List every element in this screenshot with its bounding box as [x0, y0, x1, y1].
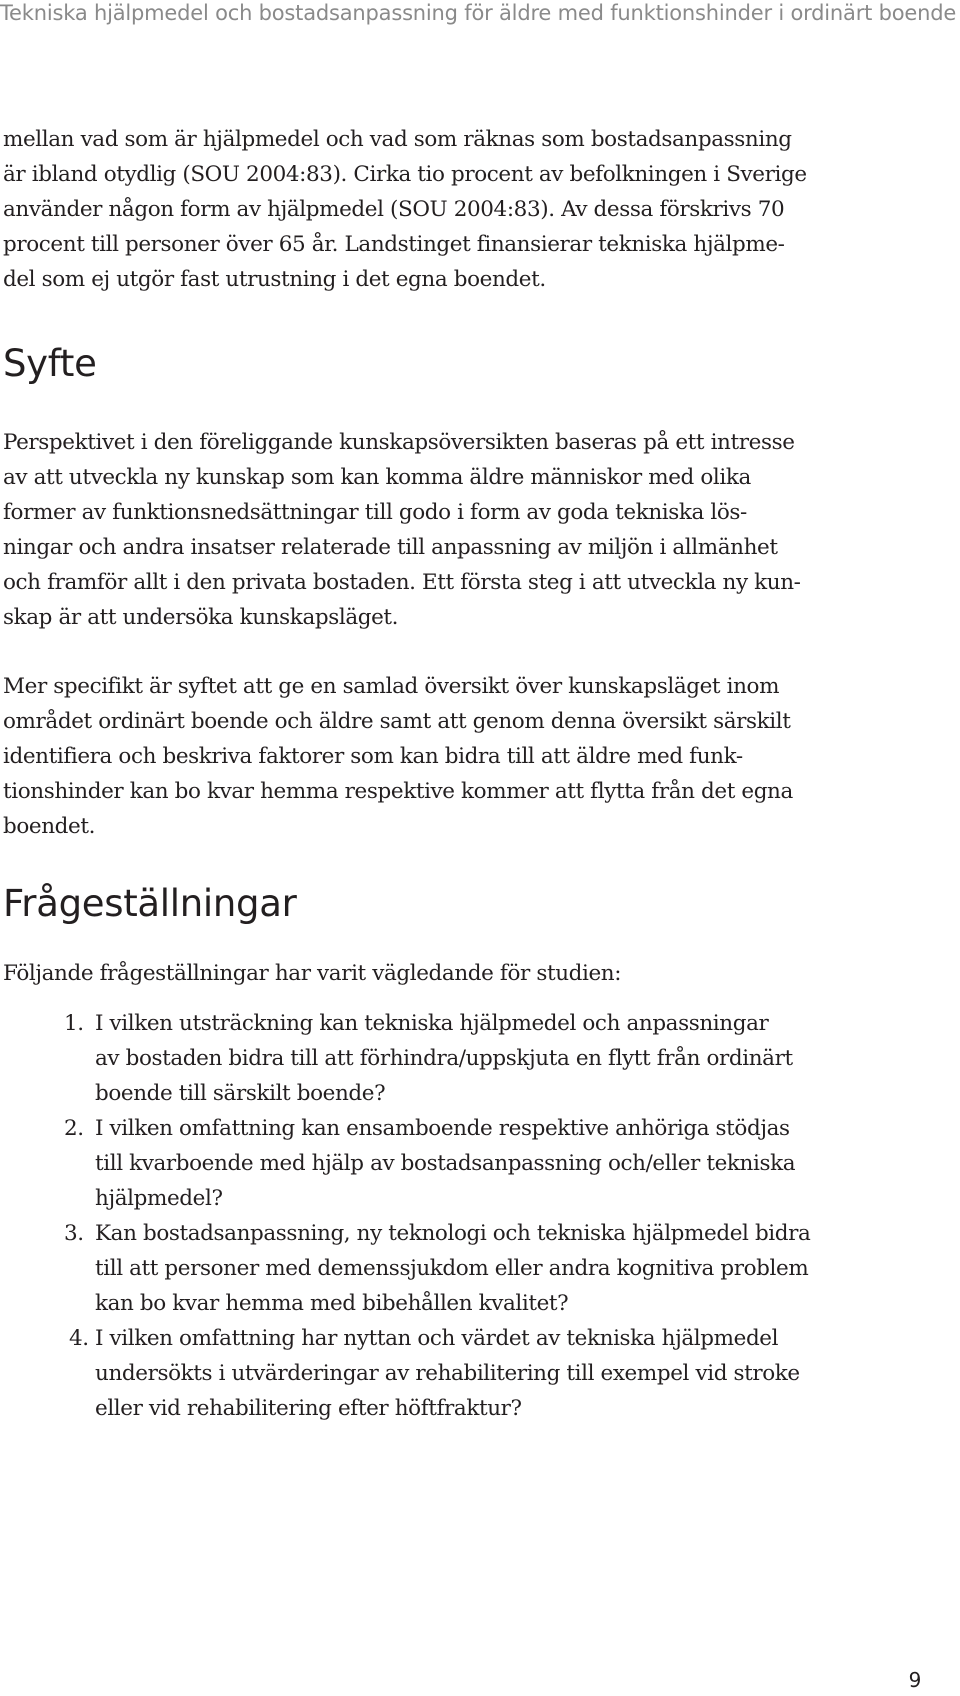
paragraph-spacer [3, 635, 908, 669]
syfte-paragraph-1 [3, 425, 908, 635]
text-line: Följande frågeställningar har varit vägledande för studien: [3, 961, 622, 986]
text-line: av att utveckla ny kunskap som kan komma äldre människor med olika [3, 465, 751, 490]
question-item [3, 1006, 908, 1111]
text-line: tionshinder kan bo kvar hemma respektive kommer att flytta från det egna [3, 779, 793, 804]
text-line: I vilken utsträckning kan tekniska hjälpmedel och anpassningar [95, 1011, 769, 1036]
text-line: former av funktionsnedsättningar till godo i form av goda tekniska lös- [3, 500, 747, 525]
text-line: I vilken omfattning har nyttan och värdet av tekniska hjälpmedel [95, 1326, 779, 1351]
question-item [3, 1216, 908, 1321]
text-line: boende till särskilt boende? [95, 1081, 386, 1106]
question-item [3, 1321, 908, 1426]
text-line: till kvarboende med hjälp av bostadsanpassning och/eller tekniska [95, 1151, 796, 1176]
question-item [3, 1111, 908, 1216]
text-line: Mer specifikt är syftet att ge en samlad översikt över kunskapsläget inom [3, 674, 780, 699]
question-list [3, 1006, 908, 1426]
text-line: hjälpmedel? [95, 1186, 223, 1211]
text-line: mellan vad som är hjälpmedel och vad som räknas som bostadsanpassning [3, 127, 792, 152]
running-header: Tekniska hjälpmedel och bostadsanpassning för äldre med funktionshinder i ordinärt boende [0, 1, 957, 25]
fragestallningar-intro [3, 956, 908, 991]
text-line: använder någon form av hjälpmedel (SOU 2004:83). Av dessa förskrivs 70 [3, 197, 785, 222]
question-number: 1. [64, 1011, 84, 1036]
text-line: identifiera och beskriva faktorer som kan bidra till att äldre med funk- [3, 744, 743, 769]
text-line: boendet. [3, 814, 96, 839]
text-line: I vilken omfattning kan ensamboende respektive anhöriga stödjas [95, 1116, 790, 1141]
text-line: skap är att undersöka kunskapsläget. [3, 605, 399, 630]
text-line: undersökts i utvärderingar av rehabilitering till exempel vid stroke [95, 1361, 800, 1386]
text-line: Kan bostadsanpassning, ny teknologi och tekniska hjälpmedel bidra [95, 1221, 811, 1246]
text-line: området ordinärt boende och äldre samt att genom denna översikt särskilt [3, 709, 791, 734]
text-line: ningar och andra insatser relaterade till anpassning av miljön i allmänhet [3, 535, 778, 560]
question-number: 2. [64, 1116, 84, 1141]
question-number: 4. [69, 1326, 89, 1351]
section-heading-syfte: Syfte [3, 342, 97, 385]
page-number-label: 9 [908, 1668, 922, 1692]
text-line: av bostaden bidra till att förhindra/uppskjuta en flytt från ordinärt [95, 1046, 793, 1071]
text-line: är ibland otydlig (SOU 2004:83). Cirka tio procent av befolkningen i Sverige [3, 162, 807, 187]
page-body [3, 122, 908, 1426]
section-heading-fragestallningar: Frågeställningar [3, 882, 297, 925]
text-line: del som ej utgör fast utrustning i det egna boendet. [3, 267, 546, 292]
text-line: och framför allt i den privata bostaden. Ett första steg i att utveckla ny kun- [3, 570, 801, 595]
text-line: kan bo kvar hemma med bibehållen kvalitet? [95, 1291, 569, 1316]
text-line: procent till personer över 65 år. Landstinget finansierar tekniska hjälpme- [3, 232, 785, 257]
text-line: till att personer med demenssjukdom eller andra kognitiva problem [95, 1256, 809, 1281]
intro-paragraph [3, 122, 908, 297]
page-number [0, 1668, 930, 1692]
text-line: eller vid rehabilitering efter höftfraktur? [95, 1396, 522, 1421]
syfte-paragraph-2 [3, 669, 908, 844]
text-line: Perspektivet i den föreliggande kunskapsöversikten baseras på ett intresse [3, 430, 795, 455]
question-number: 3. [64, 1221, 84, 1246]
